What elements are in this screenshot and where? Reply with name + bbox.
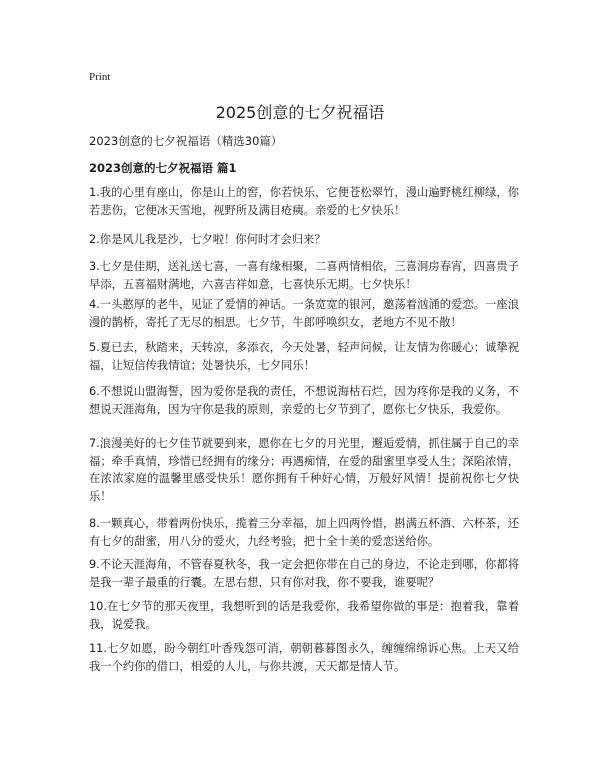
- paragraph-8: 8.一颗真心，带着两份快乐，揽着三分幸福，加上四两怜惜，斟满五杯酒、六杯茶，还有七夕的甜蜜，用八分的爱火，九经考验，把十全十美的爱恋送给你。: [89, 517, 519, 548]
- paragraph-11: 11.七夕如愿，盼今朝红叶香残怨可消，朝朝暮暮图永久，缠缠绵绵诉心焦。上天又给我一个约你的借口，相爱的人儿，与你共渡，天天都是情人节。: [89, 642, 519, 673]
- section-heading: 2023创意的七夕祝福语 篇1: [89, 161, 237, 175]
- paragraph-2: 2.你是风儿我是沙，七夕啦！你何时才会归来？: [89, 233, 326, 246]
- page-title: 2025创意的七夕祝福语: [215, 103, 385, 122]
- print-link[interactable]: Print: [89, 71, 111, 83]
- paragraph-7: 7.浪漫美好的七夕佳节就要到来，愿你在七夕的月光里，邂逅爱情，抓住属于自己的幸福；牵手真情，珍惜已经拥有的缘分；再遇痴情，在爱的甜蜜里享受人生；深陷浓情，在浓浓家庭的温馨里感受快乐！愿你拥有千种好心情，万般好风情！提前祝你七夕快乐！: [89, 437, 519, 503]
- document-subtitle: 2023创意的七夕祝福语（精选30篇）: [89, 134, 283, 148]
- paragraph-3: 3.七夕是佳期，送礼送七喜，一喜有缘相聚，二喜两情相依，三喜洞房春宵，四喜贵子早添，五喜福财满地，六喜吉祥如意，七喜快乐无期。七夕快乐！: [89, 260, 519, 291]
- paragraph-6: 6.不想说山盟海誓，因为爱你是我的责任，不想说海枯石烂，因为疼你是我的义务，不想说天涯海角，因为守你是我的原则，亲爱的七夕节到了，愿你七夕快乐，我爱你。: [89, 385, 519, 416]
- paragraph-1: 1.我的心里有座山，你是山上的窖，你若快乐，它便苍松翠竹，漫山遍野桃红柳绿，你若悲伤，它便冰天雪地，视野所及满目疮痍。亲爱的七夕快乐！: [89, 186, 519, 217]
- paragraph-10: 10.在七夕节的那天夜里，我想听到的话是我爱你，我希望你做的事是：抱着我，靠着我，说爱我。: [89, 600, 519, 631]
- paragraph-5: 5.夏已去，秋踏来，天转凉，多添衣，今天处暑，轻声问候，让友情为你暖心；诚挚祝福，让短信传我情谊；处暑快乐，七夕同乐！: [89, 341, 519, 372]
- paragraph-9: 9.不论天涯海角，不管春夏秋冬，我一定会把你带在自己的身边，不论走到哪，你都将是我一辈子最重的行囊。左思右想，只有你对我，你不要我，谁要呢？: [89, 558, 519, 589]
- paragraph-4: 4.一头憨厚的老牛，见证了爱情的神话。一条宽宽的银河，邀荡着汹涌的爱恋。一座浪漫的鹊桥，寄托了无尽的相思。七夕节，牛郎呼唤织女，老地方不见不散！: [89, 298, 519, 329]
